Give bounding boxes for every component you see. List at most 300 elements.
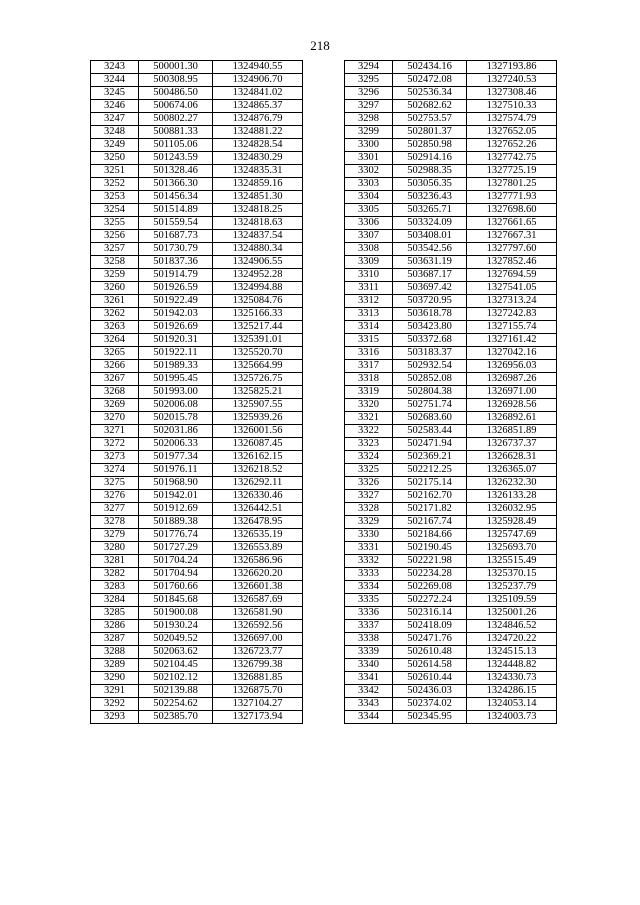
x-coordinate-cell: 502471.94 [393, 438, 467, 451]
point-number-cell: 3310 [345, 269, 393, 282]
point-number-cell: 3261 [91, 295, 139, 308]
table-row [345, 347, 557, 360]
x-coordinate-cell: 501995.45 [139, 373, 213, 386]
y-coordinate-cell: 1325217.44 [213, 321, 303, 334]
x-coordinate-cell: 501989.33 [139, 360, 213, 373]
point-number-cell: 3251 [91, 165, 139, 178]
y-coordinate-cell: 1326928.56 [467, 399, 557, 412]
y-coordinate-cell: 1324448.82 [467, 659, 557, 672]
x-coordinate-cell: 501900.08 [139, 607, 213, 620]
y-coordinate-cell: 1327667.31 [467, 230, 557, 243]
y-coordinate-cell: 1326032.95 [467, 503, 557, 516]
table-row [91, 230, 303, 243]
table-row [91, 100, 303, 113]
x-coordinate-cell: 502269.08 [393, 581, 467, 594]
y-coordinate-cell: 1326620.20 [213, 568, 303, 581]
x-coordinate-cell: 502345.95 [393, 711, 467, 724]
y-coordinate-cell: 1326232.30 [467, 477, 557, 490]
point-number-cell: 3326 [345, 477, 393, 490]
table-row [91, 282, 303, 295]
table-row [345, 61, 557, 74]
y-coordinate-cell: 1325693.70 [467, 542, 557, 555]
table-row [91, 607, 303, 620]
point-number-cell: 3278 [91, 516, 139, 529]
y-coordinate-cell: 1325928.49 [467, 516, 557, 529]
x-coordinate-cell: 501514.89 [139, 204, 213, 217]
y-coordinate-cell: 1326442.51 [213, 503, 303, 516]
point-number-cell: 3341 [345, 672, 393, 685]
table-row [91, 542, 303, 555]
x-coordinate-cell: 502171.82 [393, 503, 467, 516]
point-number-cell: 3343 [345, 698, 393, 711]
x-coordinate-cell: 502932.54 [393, 360, 467, 373]
table-row [345, 282, 557, 295]
x-coordinate-cell: 501922.49 [139, 295, 213, 308]
table-row [345, 711, 557, 724]
y-coordinate-cell: 1325520.70 [213, 347, 303, 360]
table-row [345, 399, 557, 412]
point-number-cell: 3280 [91, 542, 139, 555]
point-number-cell: 3282 [91, 568, 139, 581]
x-coordinate-cell: 503631.19 [393, 256, 467, 269]
point-number-cell: 3245 [91, 87, 139, 100]
point-number-cell: 3271 [91, 425, 139, 438]
x-coordinate-cell: 501912.69 [139, 503, 213, 516]
x-coordinate-cell: 502434.16 [393, 61, 467, 74]
x-coordinate-cell: 501730.79 [139, 243, 213, 256]
table-row [345, 295, 557, 308]
table-row [345, 438, 557, 451]
y-coordinate-cell: 1327242.83 [467, 308, 557, 321]
point-number-cell: 3298 [345, 113, 393, 126]
table-row [91, 568, 303, 581]
y-coordinate-cell: 1325747.69 [467, 529, 557, 542]
table-row [345, 503, 557, 516]
x-coordinate-cell: 501977.34 [139, 451, 213, 464]
x-coordinate-cell: 502753.57 [393, 113, 467, 126]
y-coordinate-cell: 1324835.31 [213, 165, 303, 178]
x-coordinate-cell: 502006.08 [139, 399, 213, 412]
y-coordinate-cell: 1324053.14 [467, 698, 557, 711]
x-coordinate-cell: 501942.01 [139, 490, 213, 503]
point-number-cell: 3266 [91, 360, 139, 373]
x-coordinate-cell: 501704.94 [139, 568, 213, 581]
y-coordinate-cell: 1324881.22 [213, 126, 303, 139]
y-coordinate-cell: 1324851.30 [213, 191, 303, 204]
table-row [345, 230, 557, 243]
table-row [91, 256, 303, 269]
point-number-cell: 3342 [345, 685, 393, 698]
x-coordinate-cell: 502212.25 [393, 464, 467, 477]
y-coordinate-cell: 1327161.42 [467, 334, 557, 347]
x-coordinate-cell: 502683.60 [393, 412, 467, 425]
y-coordinate-cell: 1325109.59 [467, 594, 557, 607]
table-row [345, 165, 557, 178]
point-number-cell: 3328 [345, 503, 393, 516]
point-number-cell: 3243 [91, 61, 139, 74]
table-row [91, 87, 303, 100]
table-row [345, 672, 557, 685]
x-coordinate-cell: 501366.30 [139, 178, 213, 191]
table-row [345, 542, 557, 555]
y-coordinate-cell: 1324876.79 [213, 113, 303, 126]
x-coordinate-cell: 502436.03 [393, 685, 467, 698]
table-row [345, 685, 557, 698]
y-coordinate-cell: 1325166.33 [213, 308, 303, 321]
y-coordinate-cell: 1327698.60 [467, 204, 557, 217]
point-number-cell: 3289 [91, 659, 139, 672]
y-coordinate-cell: 1325237.79 [467, 581, 557, 594]
y-coordinate-cell: 1326587.69 [213, 594, 303, 607]
x-coordinate-cell: 501243.59 [139, 152, 213, 165]
x-coordinate-cell: 502804.38 [393, 386, 467, 399]
point-number-cell: 3333 [345, 568, 393, 581]
x-coordinate-cell: 503265.71 [393, 204, 467, 217]
x-coordinate-cell: 502175.14 [393, 477, 467, 490]
x-coordinate-cell: 501926.69 [139, 321, 213, 334]
table-row [345, 581, 557, 594]
y-coordinate-cell: 1324859.16 [213, 178, 303, 191]
y-coordinate-cell: 1326087.45 [213, 438, 303, 451]
table-row [345, 633, 557, 646]
x-coordinate-cell: 500001.30 [139, 61, 213, 74]
table-row [91, 412, 303, 425]
x-coordinate-cell: 503423.80 [393, 321, 467, 334]
table-row [345, 87, 557, 100]
x-coordinate-cell: 501968.90 [139, 477, 213, 490]
x-coordinate-cell: 502418.09 [393, 620, 467, 633]
y-coordinate-cell: 1324003.73 [467, 711, 557, 724]
table-row [91, 399, 303, 412]
y-coordinate-cell: 1326971.00 [467, 386, 557, 399]
point-number-cell: 3254 [91, 204, 139, 217]
y-coordinate-cell: 1324330.73 [467, 672, 557, 685]
table-row [345, 425, 557, 438]
point-number-cell: 3323 [345, 438, 393, 451]
y-coordinate-cell: 1326601.38 [213, 581, 303, 594]
y-coordinate-cell: 1327725.19 [467, 165, 557, 178]
y-coordinate-cell: 1327852.46 [467, 256, 557, 269]
y-coordinate-cell: 1327510.33 [467, 100, 557, 113]
point-number-cell: 3286 [91, 620, 139, 633]
point-number-cell: 3244 [91, 74, 139, 87]
page-number: 218 [310, 38, 330, 53]
table-row [345, 243, 557, 256]
x-coordinate-cell: 503408.01 [393, 230, 467, 243]
x-coordinate-cell: 502015.78 [139, 412, 213, 425]
y-coordinate-cell: 1326723.77 [213, 646, 303, 659]
point-number-cell: 3274 [91, 464, 139, 477]
table-row [345, 516, 557, 529]
table-row [345, 126, 557, 139]
x-coordinate-cell: 501930.24 [139, 620, 213, 633]
table-row [91, 126, 303, 139]
point-number-cell: 3327 [345, 490, 393, 503]
table-row [345, 204, 557, 217]
x-coordinate-cell: 502850.98 [393, 139, 467, 152]
point-number-cell: 3248 [91, 126, 139, 139]
table-row [345, 659, 557, 672]
point-number-cell: 3295 [345, 74, 393, 87]
table-row [91, 334, 303, 347]
y-coordinate-cell: 1324837.54 [213, 230, 303, 243]
point-number-cell: 3306 [345, 217, 393, 230]
point-number-cell: 3313 [345, 308, 393, 321]
table-row [91, 386, 303, 399]
table-row [345, 373, 557, 386]
table-row [91, 269, 303, 282]
x-coordinate-cell: 502272.24 [393, 594, 467, 607]
point-number-cell: 3276 [91, 490, 139, 503]
y-coordinate-cell: 1324906.55 [213, 256, 303, 269]
x-coordinate-cell: 502031.86 [139, 425, 213, 438]
x-coordinate-cell: 501889.38 [139, 516, 213, 529]
y-coordinate-cell: 1324994.88 [213, 282, 303, 295]
x-coordinate-cell: 501837.36 [139, 256, 213, 269]
table-row [91, 347, 303, 360]
table-row [345, 698, 557, 711]
y-coordinate-cell: 1324880.34 [213, 243, 303, 256]
table-row [91, 711, 303, 724]
y-coordinate-cell: 1326592.56 [213, 620, 303, 633]
x-coordinate-cell: 503236.43 [393, 191, 467, 204]
x-coordinate-cell: 500308.95 [139, 74, 213, 87]
table-row [91, 620, 303, 633]
y-coordinate-cell: 1325084.76 [213, 295, 303, 308]
point-number-cell: 3311 [345, 282, 393, 295]
table-row [345, 477, 557, 490]
y-coordinate-cell: 1326851.89 [467, 425, 557, 438]
table-row [91, 217, 303, 230]
y-coordinate-cell: 1327308.46 [467, 87, 557, 100]
x-coordinate-cell: 501328.46 [139, 165, 213, 178]
y-coordinate-cell: 1327240.53 [467, 74, 557, 87]
point-number-cell: 3267 [91, 373, 139, 386]
y-coordinate-cell: 1324818.25 [213, 204, 303, 217]
y-coordinate-cell: 1324515.13 [467, 646, 557, 659]
coordinates-table-left [90, 60, 303, 724]
y-coordinate-cell: 1327541.05 [467, 282, 557, 295]
y-coordinate-cell: 1326697.00 [213, 633, 303, 646]
y-coordinate-cell: 1326478.95 [213, 516, 303, 529]
point-number-cell: 3246 [91, 100, 139, 113]
point-number-cell: 3285 [91, 607, 139, 620]
table-row [345, 113, 557, 126]
x-coordinate-cell: 503324.09 [393, 217, 467, 230]
table-row [91, 204, 303, 217]
y-coordinate-cell: 1324865.37 [213, 100, 303, 113]
table-row [91, 152, 303, 165]
x-coordinate-cell: 502254.62 [139, 698, 213, 711]
point-number-cell: 3265 [91, 347, 139, 360]
point-number-cell: 3329 [345, 516, 393, 529]
table-row [91, 646, 303, 659]
y-coordinate-cell: 1324841.02 [213, 87, 303, 100]
table-row [345, 490, 557, 503]
x-coordinate-cell: 502472.08 [393, 74, 467, 87]
table-row [91, 633, 303, 646]
table-row [91, 477, 303, 490]
y-coordinate-cell: 1326628.31 [467, 451, 557, 464]
table-row [91, 113, 303, 126]
table-row [91, 425, 303, 438]
x-coordinate-cell: 502049.52 [139, 633, 213, 646]
point-number-cell: 3304 [345, 191, 393, 204]
x-coordinate-cell: 502682.62 [393, 100, 467, 113]
point-number-cell: 3321 [345, 412, 393, 425]
point-number-cell: 3294 [345, 61, 393, 74]
point-number-cell: 3305 [345, 204, 393, 217]
y-coordinate-cell: 1324830.29 [213, 152, 303, 165]
y-coordinate-cell: 1324846.52 [467, 620, 557, 633]
y-coordinate-cell: 1325391.01 [213, 334, 303, 347]
point-number-cell: 3291 [91, 685, 139, 698]
table-row [91, 503, 303, 516]
point-number-cell: 3325 [345, 464, 393, 477]
y-coordinate-cell: 1327313.24 [467, 295, 557, 308]
point-number-cell: 3299 [345, 126, 393, 139]
x-coordinate-cell: 501456.34 [139, 191, 213, 204]
coordinates-table-right [344, 60, 557, 724]
point-number-cell: 3288 [91, 646, 139, 659]
point-number-cell: 3264 [91, 334, 139, 347]
table-row [345, 555, 557, 568]
y-coordinate-cell: 1327155.74 [467, 321, 557, 334]
x-coordinate-cell: 502751.74 [393, 399, 467, 412]
y-coordinate-cell: 1326001.56 [213, 425, 303, 438]
point-number-cell: 3256 [91, 230, 139, 243]
point-number-cell: 3330 [345, 529, 393, 542]
table-row [345, 269, 557, 282]
point-number-cell: 3253 [91, 191, 139, 204]
table-row [345, 100, 557, 113]
table-row [345, 178, 557, 191]
x-coordinate-cell: 502610.44 [393, 672, 467, 685]
point-number-cell: 3331 [345, 542, 393, 555]
y-coordinate-cell: 1327173.94 [213, 711, 303, 724]
y-coordinate-cell: 1324286.15 [467, 685, 557, 698]
y-coordinate-cell: 1327104.27 [213, 698, 303, 711]
table-row [345, 529, 557, 542]
point-number-cell: 3338 [345, 633, 393, 646]
x-coordinate-cell: 503618.78 [393, 308, 467, 321]
table-row [345, 152, 557, 165]
x-coordinate-cell: 503056.35 [393, 178, 467, 191]
y-coordinate-cell: 1326365.07 [467, 464, 557, 477]
point-number-cell: 3309 [345, 256, 393, 269]
point-number-cell: 3284 [91, 594, 139, 607]
table-row [345, 321, 557, 334]
y-coordinate-cell: 1325939.26 [213, 412, 303, 425]
y-coordinate-cell: 1327042.16 [467, 347, 557, 360]
x-coordinate-cell: 501760.66 [139, 581, 213, 594]
y-coordinate-cell: 1326330.46 [213, 490, 303, 503]
x-coordinate-cell: 501704.24 [139, 555, 213, 568]
y-coordinate-cell: 1324720.22 [467, 633, 557, 646]
table-row [345, 568, 557, 581]
x-coordinate-cell: 500881.33 [139, 126, 213, 139]
x-coordinate-cell: 501776.74 [139, 529, 213, 542]
table-row [345, 646, 557, 659]
y-coordinate-cell: 1326218.52 [213, 464, 303, 477]
x-coordinate-cell: 501922.11 [139, 347, 213, 360]
point-number-cell: 3273 [91, 451, 139, 464]
y-coordinate-cell: 1324952.28 [213, 269, 303, 282]
table-row [91, 698, 303, 711]
y-coordinate-cell: 1327193.86 [467, 61, 557, 74]
point-number-cell: 3257 [91, 243, 139, 256]
point-number-cell: 3279 [91, 529, 139, 542]
point-number-cell: 3293 [91, 711, 139, 724]
point-number-cell: 3260 [91, 282, 139, 295]
point-number-cell: 3270 [91, 412, 139, 425]
table-row [91, 438, 303, 451]
y-coordinate-cell: 1326133.28 [467, 490, 557, 503]
y-coordinate-cell: 1324906.70 [213, 74, 303, 87]
x-coordinate-cell: 501727.29 [139, 542, 213, 555]
x-coordinate-cell: 501920.31 [139, 334, 213, 347]
y-coordinate-cell: 1327694.59 [467, 269, 557, 282]
y-coordinate-cell: 1325515.49 [467, 555, 557, 568]
table-row [91, 139, 303, 152]
point-number-cell: 3335 [345, 594, 393, 607]
y-coordinate-cell: 1327652.05 [467, 126, 557, 139]
x-coordinate-cell: 501914.79 [139, 269, 213, 282]
y-coordinate-cell: 1327652.26 [467, 139, 557, 152]
x-coordinate-cell: 502374.02 [393, 698, 467, 711]
point-number-cell: 3332 [345, 555, 393, 568]
x-coordinate-cell: 502162.70 [393, 490, 467, 503]
x-coordinate-cell: 502614.58 [393, 659, 467, 672]
table-row [91, 516, 303, 529]
y-coordinate-cell: 1325907.55 [213, 399, 303, 412]
table-row [345, 412, 557, 425]
x-coordinate-cell: 501926.59 [139, 282, 213, 295]
x-coordinate-cell: 502190.45 [393, 542, 467, 555]
y-coordinate-cell: 1324818.63 [213, 217, 303, 230]
y-coordinate-cell: 1326535.19 [213, 529, 303, 542]
x-coordinate-cell: 502139.88 [139, 685, 213, 698]
point-number-cell: 3303 [345, 178, 393, 191]
point-number-cell: 3290 [91, 672, 139, 685]
x-coordinate-cell: 503372.68 [393, 334, 467, 347]
point-number-cell: 3297 [345, 100, 393, 113]
point-number-cell: 3324 [345, 451, 393, 464]
y-coordinate-cell: 1327574.79 [467, 113, 557, 126]
y-coordinate-cell: 1327742.75 [467, 152, 557, 165]
table-row [91, 178, 303, 191]
point-number-cell: 3258 [91, 256, 139, 269]
y-coordinate-cell: 1326162.15 [213, 451, 303, 464]
point-number-cell: 3316 [345, 347, 393, 360]
y-coordinate-cell: 1325664.99 [213, 360, 303, 373]
point-number-cell: 3337 [345, 620, 393, 633]
point-number-cell: 3249 [91, 139, 139, 152]
y-coordinate-cell: 1326799.38 [213, 659, 303, 672]
x-coordinate-cell: 501105.06 [139, 139, 213, 152]
table-row [91, 243, 303, 256]
x-coordinate-cell: 502852.08 [393, 373, 467, 386]
table-row [91, 672, 303, 685]
x-coordinate-cell: 502610.48 [393, 646, 467, 659]
point-number-cell: 3312 [345, 295, 393, 308]
y-coordinate-cell: 1327661.65 [467, 217, 557, 230]
point-number-cell: 3322 [345, 425, 393, 438]
point-number-cell: 3292 [91, 698, 139, 711]
x-coordinate-cell: 502167.74 [393, 516, 467, 529]
table-row [91, 308, 303, 321]
x-coordinate-cell: 501993.00 [139, 386, 213, 399]
